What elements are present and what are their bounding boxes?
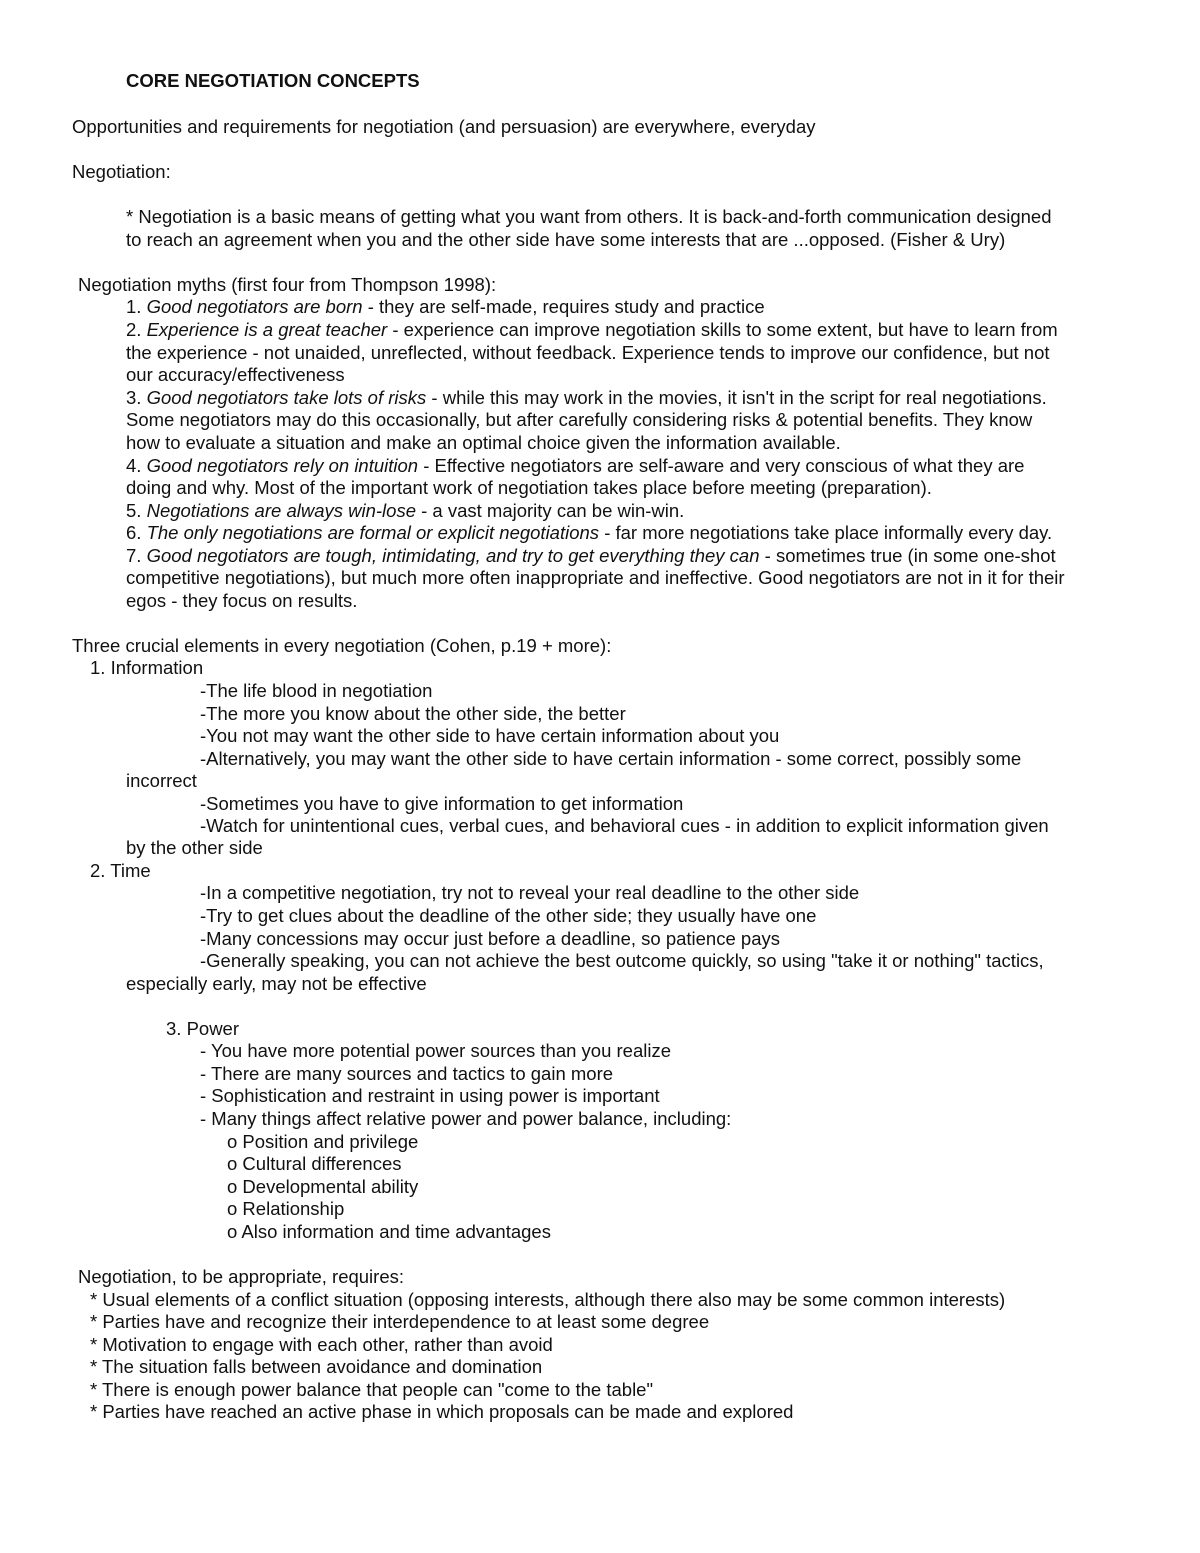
myth-number: 1.	[126, 296, 147, 317]
myth-explanation: - sometimes true (in some one-shot	[759, 545, 1056, 566]
myth-explanation: - far more negotiations take place informally every day.	[599, 522, 1053, 543]
power-subpoint: o Relationship	[227, 1198, 345, 1219]
myth-number: 2.	[126, 319, 147, 340]
information-point: -Watch for unintentional cues, verbal cues, and behavioral cues - in addition to explicit information given	[200, 815, 1049, 836]
myth-6	[126, 522, 1052, 544]
information-point: -The life blood in negotiation	[200, 680, 433, 701]
myth-5	[126, 500, 684, 522]
time-label: 2. Time	[90, 860, 151, 881]
myth-explanation: - a vast majority can be win-win.	[415, 500, 685, 521]
myth-explanation: - while this may work in the movies, it isn't in the script for real negotiations.	[426, 387, 1047, 408]
intro-text: Opportunities and requirements for negotiation (and persuasion) are everywhere, everyday	[72, 116, 816, 137]
information-point: -The more you know about the other side, the better	[200, 703, 626, 724]
myth-number: 3.	[126, 387, 147, 408]
time-point: -In a competitive negotiation, try not to reveal your real deadline to the other side	[200, 882, 860, 903]
power-point: - There are many sources and tactics to gain more	[200, 1063, 614, 1084]
myth-title: Good negotiators are tough, intimidating, and try to get everything they can	[146, 545, 760, 566]
myth-7-line-3: egos - they focus on results.	[126, 590, 358, 611]
negotiation-definition-line-2: to reach an agreement when you and the other side have some interests that are ...opposed. (Fisher & Ury)	[126, 229, 1006, 250]
time-point: -Generally speaking, you can not achieve the best outcome quickly, so using "take it or nothing" tactics,	[200, 950, 1044, 971]
negotiation-definition-line-1: * Negotiation is a basic means of getting what you want from others. It is back-and-forth communication designed	[126, 206, 1052, 227]
page-title: CORE NEGOTIATION CONCEPTS	[126, 70, 420, 91]
information-point-continued: by the other side	[126, 837, 263, 858]
power-label: 3. Power	[166, 1018, 240, 1039]
myth-title: Good negotiators are born	[146, 296, 363, 317]
power-subpoint: o Developmental ability	[227, 1176, 419, 1197]
requirement-item: * Motivation to engage with each other, rather than avoid	[90, 1334, 553, 1355]
information-point: -You not may want the other side to have certain information about you	[200, 725, 780, 746]
myth-3-line-3: how to evaluate a situation and make an optimal choice given the information available.	[126, 432, 841, 453]
information-label: 1. Information	[90, 657, 204, 678]
myth-title: Good negotiators rely on intuition	[146, 455, 419, 476]
myth-4-line-2: doing and why. Most of the important work of negotiation takes place before meeting (preparation).	[126, 477, 932, 498]
myth-explanation: - experience can improve negotiation skills to some extent, but have to learn from	[387, 319, 1058, 340]
myth-3	[126, 387, 1047, 409]
elements-heading: Three crucial elements in every negotiation (Cohen, p.19 + more):	[72, 635, 612, 656]
requirement-item: * Parties have reached an active phase in which proposals can be made and explored	[90, 1401, 794, 1422]
information-point: -Alternatively, you may want the other side to have certain information - some correct, possibly some	[200, 748, 1022, 769]
information-point-continued: incorrect	[126, 770, 197, 791]
time-point: -Try to get clues about the deadline of the other side; they usually have one	[200, 905, 817, 926]
information-point: -Sometimes you have to give information to get information	[200, 793, 684, 814]
myth-title: The only negotiations are formal or explicit negotiations	[146, 522, 600, 543]
myth-1	[126, 296, 765, 318]
myth-2-line-3: our accuracy/effectiveness	[126, 364, 345, 385]
time-point: -Many concessions may occur just before a deadline, so patience pays	[200, 928, 780, 949]
myth-title: Negotiations are always win-lose	[146, 500, 416, 521]
requirements-heading: Negotiation, to be appropriate, requires:	[78, 1266, 405, 1287]
myth-7	[126, 545, 1056, 567]
myth-number: 7.	[126, 545, 147, 566]
myth-2	[126, 319, 1058, 341]
power-subpoint: o Cultural differences	[227, 1153, 402, 1174]
myth-7-line-2: competitive negotiations), but much more often inappropriate and ineffective. Good negotiators are not in it for their	[126, 567, 1065, 588]
myths-heading: Negotiation myths (first four from Thompson 1998):	[78, 274, 497, 295]
myth-number: 5.	[126, 500, 147, 521]
power-subpoint: o Position and privilege	[227, 1131, 419, 1152]
power-point: - Many things affect relative power and power balance, including:	[200, 1108, 732, 1129]
myth-title: Experience is a great teacher	[146, 319, 388, 340]
requirement-item: * There is enough power balance that people can "come to the table"	[90, 1379, 654, 1400]
myth-3-line-2: Some negotiators may do this occasionally, but after carefully considering risks & potential benefits. They know	[126, 409, 1033, 430]
requirement-item: * The situation falls between avoidance and domination	[90, 1356, 543, 1377]
negotiation-heading: Negotiation:	[72, 161, 171, 182]
myth-explanation: - they are self-made, requires study and practice	[362, 296, 765, 317]
power-point: - Sophistication and restraint in using power is important	[200, 1085, 660, 1106]
power-subpoint: o Also information and time advantages	[227, 1221, 551, 1242]
requirement-item: * Parties have and recognize their interdependence to at least some degree	[90, 1311, 710, 1332]
myth-2-line-2: the experience - not unaided, unreflected, without feedback. Experience tends to improve our confidence, but not	[126, 342, 1050, 363]
myth-explanation: - Effective negotiators are self-aware and very conscious of what they are	[418, 455, 1025, 476]
myth-number: 4.	[126, 455, 147, 476]
time-point-continued: especially early, may not be effective	[126, 973, 427, 994]
myth-title: Good negotiators take lots of risks	[146, 387, 427, 408]
myth-number: 6.	[126, 522, 147, 543]
power-point: - You have more potential power sources than you realize	[200, 1040, 672, 1061]
requirement-item: * Usual elements of a conflict situation (opposing interests, although there also may be some common interests)	[90, 1289, 1006, 1310]
myth-4	[126, 455, 1024, 477]
